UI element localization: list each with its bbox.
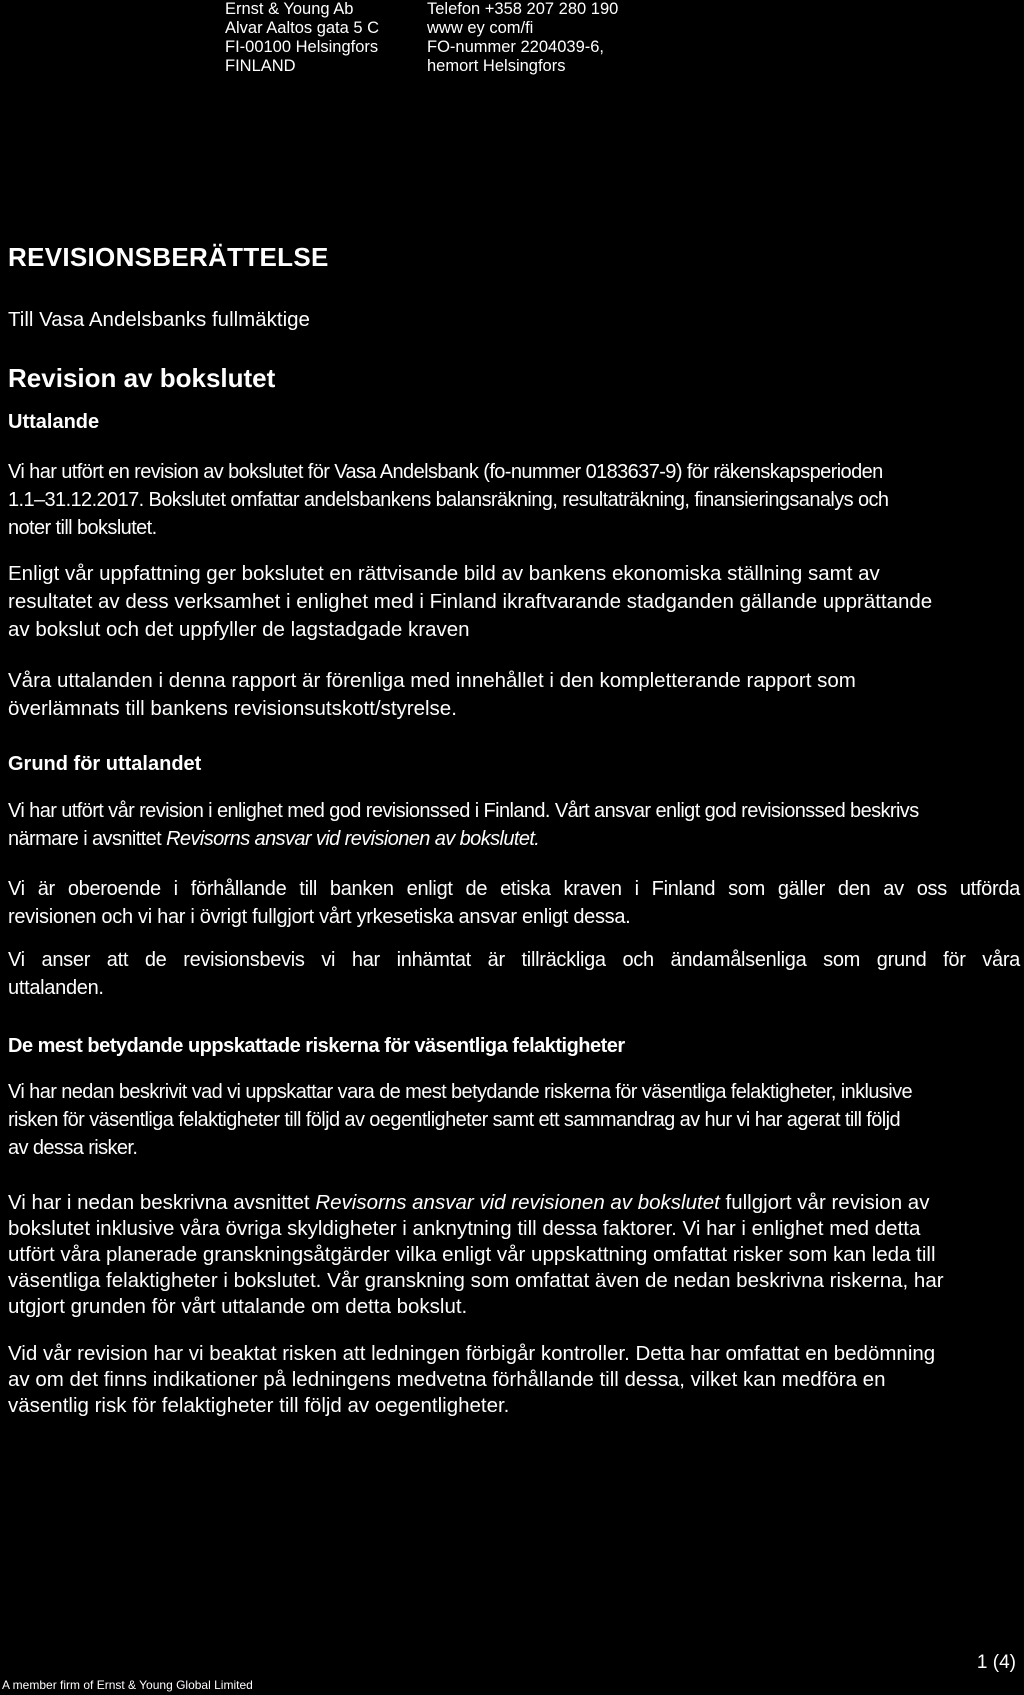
text-line: utfört våra planerade granskningsåtgärder vilka enligt vår uppskattning omfattat risker som kan leda till <box>8 1243 936 1266</box>
footer-text: A member firm of Ernst & Young Global Limited <box>2 1678 253 1692</box>
text-span: fullgjort vår revision av <box>719 1191 930 1214</box>
letterhead-company-name: Ernst & Young Ab <box>225 0 354 18</box>
letterhead-country: FINLAND <box>225 57 296 75</box>
italic-reference: Revisorns ansvar vid revisionen av bokslutet <box>315 1191 720 1214</box>
text-line: Vi anser att de revisionsbevis vi har inhämtat är tillräckliga och ändamålsenliga som grund för våra <box>8 949 1020 971</box>
text-line: väsentliga felaktigheter i bokslutet. Vår granskning som omfattat även de nedan beskrivna riskerna, har <box>8 1269 944 1292</box>
text-line <box>8 1190 1020 1216</box>
paragraph-basis <box>8 797 1020 853</box>
paragraph-evidence <box>8 946 1020 1002</box>
section-heading-revision: Revision av bokslutet <box>8 363 276 393</box>
text-line: överlämnats till bankens revisionsutskott/styrelse. <box>8 697 457 720</box>
text-line: 1.1–31.12.2017. Bokslutet omfattar andelsbankens balansräkning, resultaträkning, finansieringsanalys och <box>8 489 889 511</box>
text-line: Vi har nedan beskrivit vad vi uppskattar vara de mest betydande riskerna för väsentliga felaktigheter, inklusive <box>8 1081 913 1103</box>
text-line <box>8 825 1020 853</box>
text-span: Vi har i nedan beskrivna avsnittet <box>8 1191 316 1214</box>
subheading-risks: De mest betydande uppskattade riskerna för väsentliga felaktigheter <box>8 1035 625 1057</box>
subheading-grund: Grund för uttalandet <box>8 753 202 775</box>
text-line: noter till bokslutet. <box>8 517 157 539</box>
letterhead-domicile: hemort Helsingfors <box>427 57 566 75</box>
page-number: 1 (4) <box>976 1652 1016 1673</box>
letterhead-website: www ey com/fi <box>427 19 534 37</box>
italic-reference: Revisorns ansvar vid revisionen av bokslutet. <box>166 828 540 850</box>
letterhead-postal: FI-00100 Helsingfors <box>225 38 379 56</box>
document-title: REVISIONSBERÄTTELSE <box>8 242 329 272</box>
letterhead-business-id: FO-nummer 2204039-6, <box>427 38 604 56</box>
text-line: väsentlig risk för felaktigheter till följd av oegentligheter. <box>8 1394 510 1417</box>
text-line: av dessa risker. <box>8 1137 138 1159</box>
text-line: Våra uttalanden i denna rapport är förenliga med innehållet i den kompletterande rapport som <box>8 669 856 692</box>
paragraph-consistency <box>8 667 1020 723</box>
text-line: Enligt vår uppfattning ger bokslutet en rättvisande bild av bankens ekonomiska ställning samt av <box>8 562 880 585</box>
text-line: bokslutet inklusive våra övriga skyldigheter i anknytning till dessa faktorer. Vi har i enlighet med detta <box>8 1217 921 1240</box>
letterhead-address-right <box>427 0 618 76</box>
text-line: resultatet av dess verksamhet i enlighet med i Finland ikraftvarande stadganden gällande upprättande <box>8 590 933 613</box>
recipient-line: Till Vasa Andelsbanks fullmäktige <box>8 308 310 331</box>
text-line: Vi har utfört en revision av bokslutet för Vasa Andelsbank (fo-nummer 0183637-9) för räkenskapsperioden <box>8 461 883 483</box>
paragraph-management-override <box>8 1341 1020 1419</box>
text-line: uttalanden. <box>8 977 104 999</box>
paragraph-auditor-duties <box>8 1190 1020 1320</box>
paragraph-independence <box>8 875 1020 931</box>
paragraph-scope <box>8 458 1020 542</box>
letterhead-street: Alvar Aaltos gata 5 C <box>225 19 380 37</box>
subheading-uttalande: Uttalande <box>8 411 100 433</box>
letterhead-address-left <box>225 0 379 76</box>
text-line: av bokslut och det uppfyller de lagstadgade kraven <box>8 618 470 641</box>
text-line: utgjort grunden för vårt uttalande om detta bokslut. <box>8 1295 468 1318</box>
text-span: närmare i avsnittet <box>8 828 167 850</box>
paragraph-opinion <box>8 560 1020 644</box>
letterhead-phone: Telefon +358 207 280 190 <box>427 0 619 18</box>
text-line: av om det finns indikationer på ledningens medvetna förhållande till dessa, vilket kan medföra en <box>8 1368 886 1391</box>
text-line: Vi har utfört vår revision i enlighet med god revisionssed i Finland. Vårt ansvar enligt god revisionssed beskrivs <box>8 800 919 822</box>
text-line: risken för väsentliga felaktigheter till följd av oegentligheter samt ett sammandrag av hur vi har agerat till följd <box>8 1109 900 1131</box>
text-line: Vid vår revision har vi beaktat risken att ledningen förbigår kontroller. Detta har omfattat en bedömning <box>8 1342 936 1365</box>
paragraph-risks-intro <box>8 1078 1020 1162</box>
text-line: Vi är oberoende i förhållande till banken enligt de etiska kraven i Finland som gäller den av oss utförda <box>8 878 1020 900</box>
text-line: revisionen och vi har i övrigt fullgjort vårt yrkesetiska ansvar enligt dessa. <box>8 906 631 928</box>
